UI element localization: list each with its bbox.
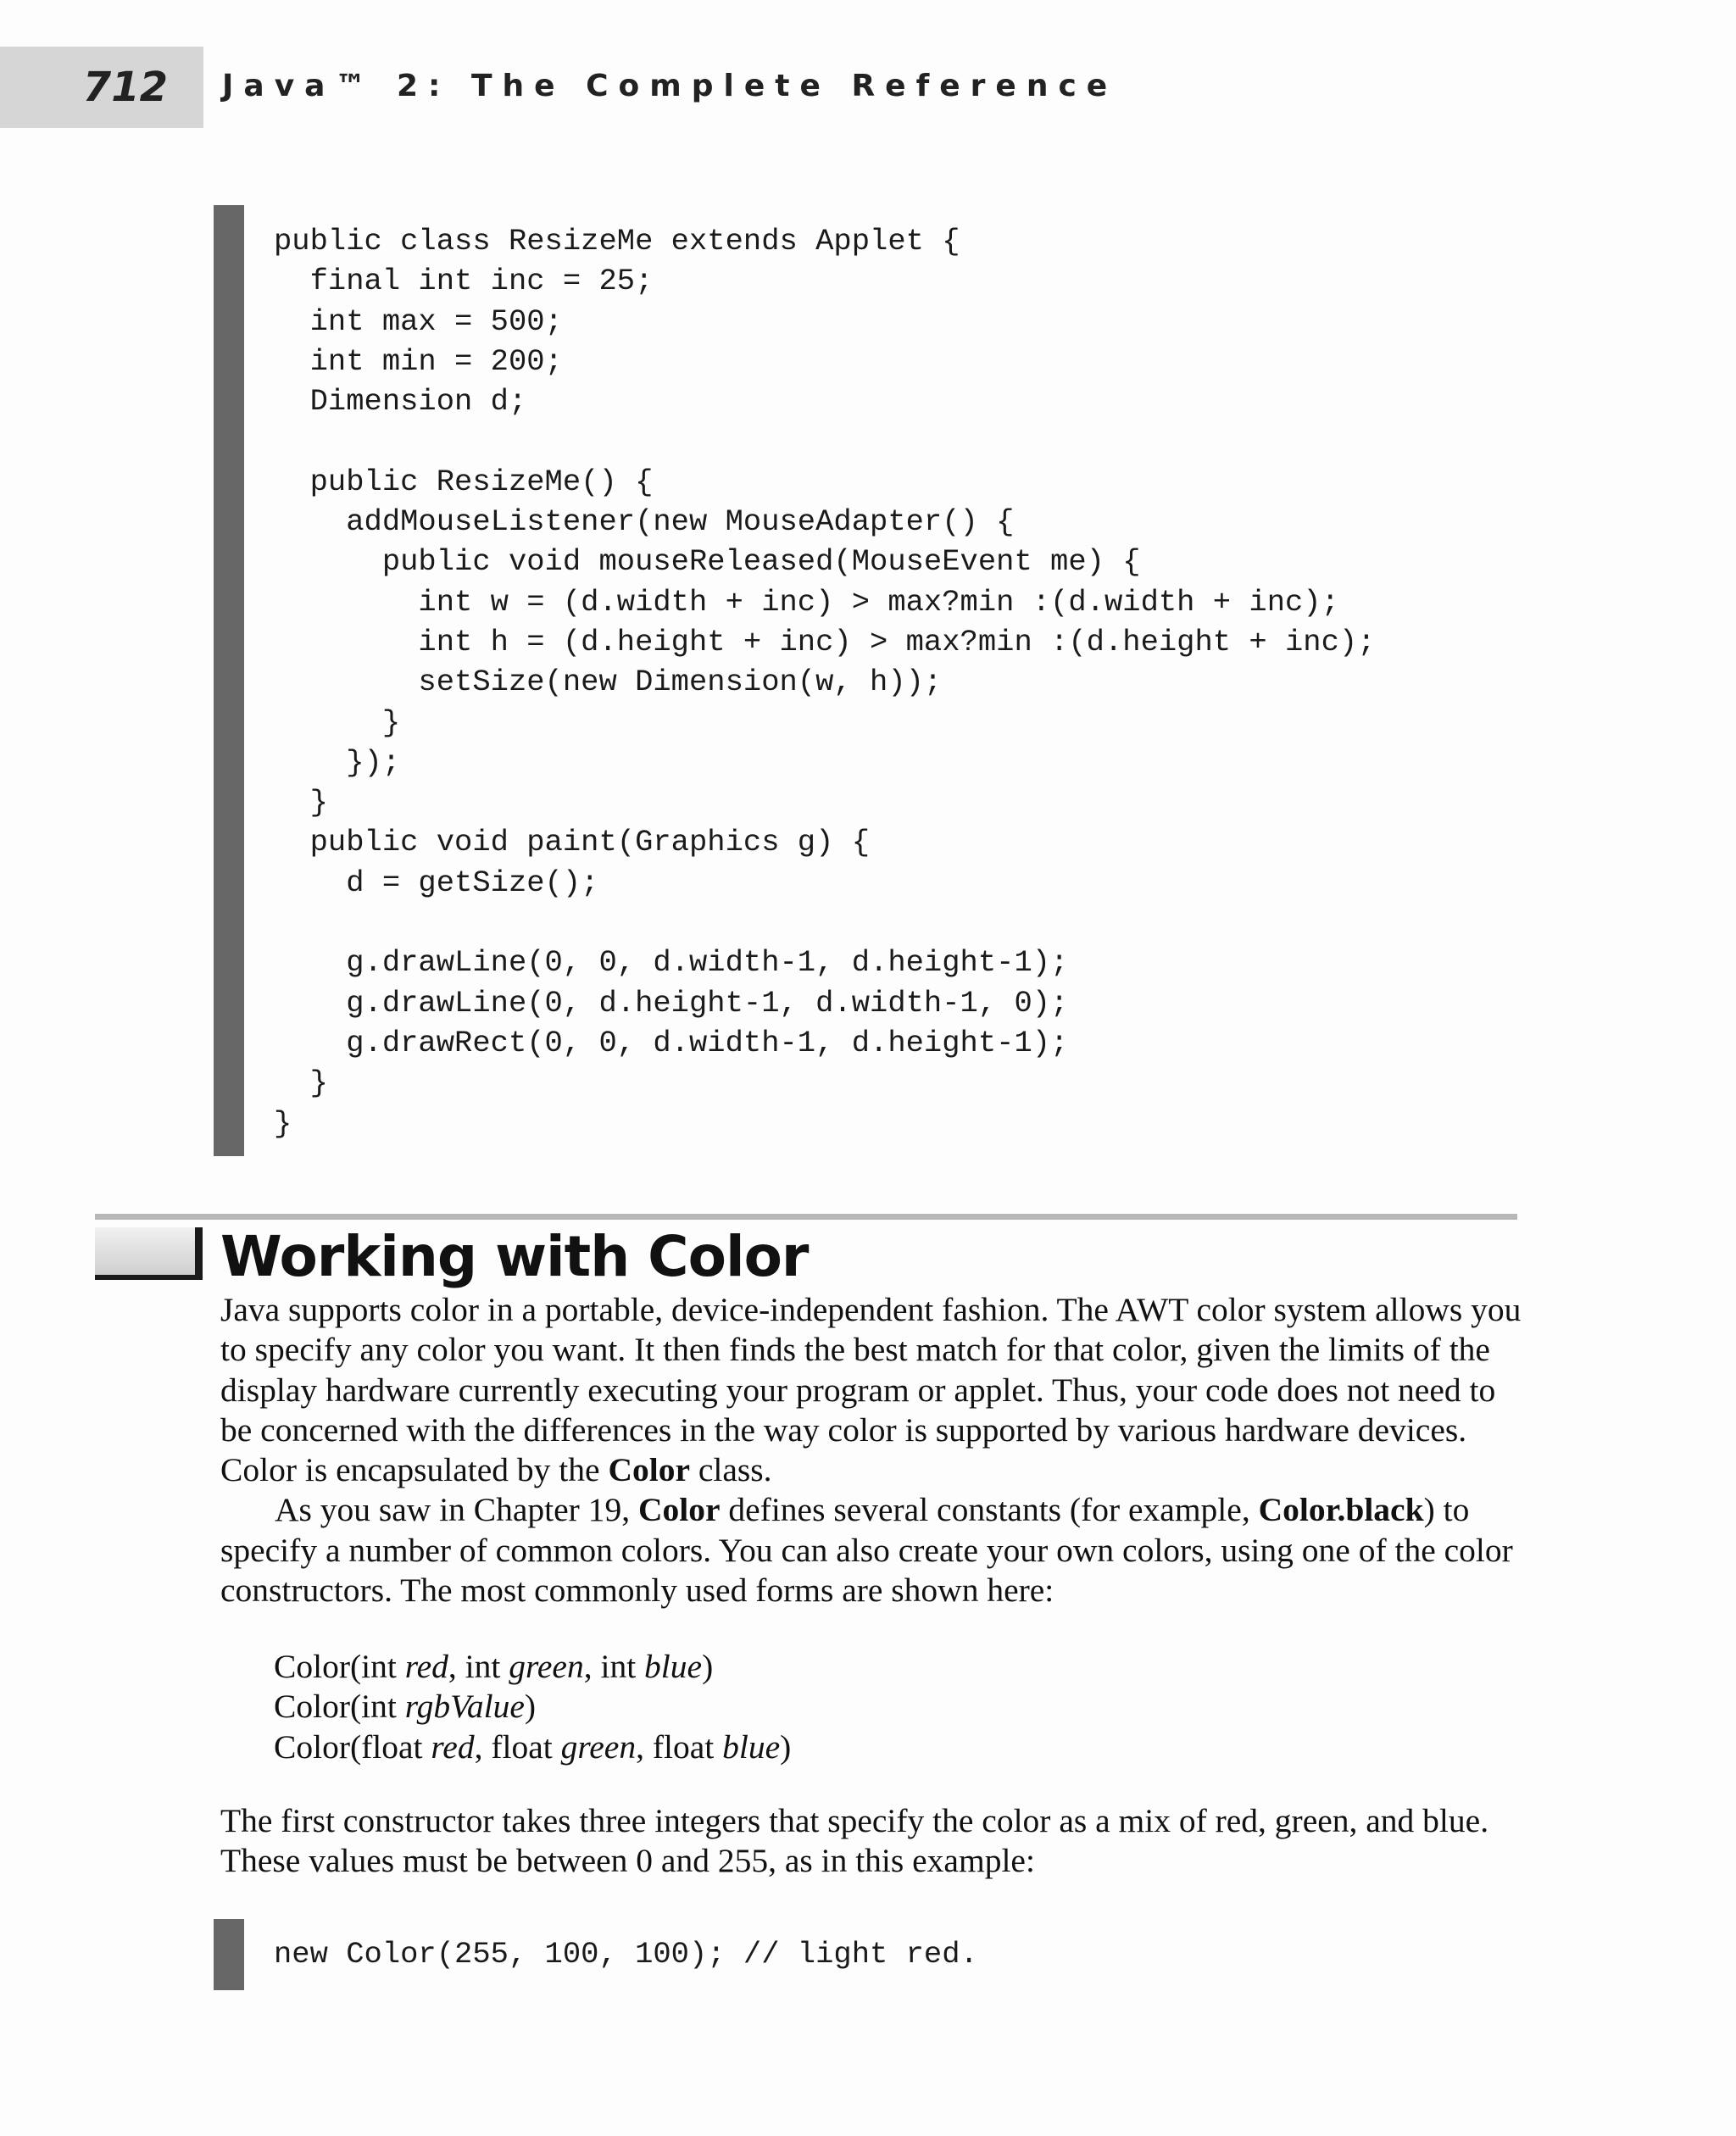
code-line: addMouseListener(new MouseAdapter() {: [274, 504, 1015, 540]
code-line: g.drawLine(0, d.height-1, d.width-1, 0);: [274, 985, 1069, 1021]
code-line: d = getSize();: [274, 865, 599, 900]
code-listing-resizeme: [274, 221, 1376, 1143]
section-heading-marker: [95, 1227, 203, 1280]
paragraph-intro: Java supports color in a portable, device-independent fashion. The AWT color system allows you to specify any color you want. It then finds the best match for that color, given the limits of the display hardware currently executing your program or applet. Thus, your code does not need to be concerned with the differences in the way color is supported by various hardware devices. Color is encapsulated by the Color class.: [220, 1291, 1522, 1489]
code-line: [274, 421, 1376, 461]
code-line: }: [274, 785, 328, 820]
code-line: public void paint(Graphics g) {: [274, 825, 871, 860]
code-block-bar: [214, 205, 244, 1156]
code-line: Dimension d;: [274, 384, 527, 420]
page-number: 712: [82, 64, 168, 111]
code-block-bar-2: [214, 1919, 244, 1990]
section-title: Working with Color: [220, 1224, 809, 1289]
constructor-int-rgbvalue: Color(int rgbValue): [274, 1688, 537, 1726]
code-line: int w = (d.width + inc) > max?min :(d.width + inc);: [274, 584, 1339, 620]
body-text: [220, 1290, 1526, 1610]
code-line: public void mouseReleased(MouseEvent me) {: [274, 544, 1141, 580]
paragraph-first-constructor: The first constructor takes three integers that specify the color as a mix of red, green, and blue. These values must be between 0 and 255, as in this example:: [220, 1802, 1489, 1880]
running-header-title: Java™ 2: The Complete Reference: [222, 69, 1118, 103]
code-line: int max = 500;: [274, 303, 563, 339]
code-line: int min = 200;: [274, 343, 563, 379]
section-rule: [95, 1214, 1517, 1220]
code-line: }: [274, 704, 401, 740]
code-line: g.drawRect(0, 0, d.width-1, d.height-1);: [274, 1025, 1069, 1060]
constructor-float-rgb: Color(float red, float green, float blue): [274, 1727, 792, 1766]
code-line: int h = (d.height + inc) > max?min :(d.height + inc);: [274, 624, 1376, 659]
code-line: }: [274, 1105, 292, 1141]
constructor-signatures: [274, 1647, 791, 1767]
code-example-light-red: new Color(255, 100, 100); // light red.: [274, 1937, 978, 1972]
code-line: }: [274, 1065, 328, 1101]
code-line: [274, 903, 1376, 943]
code-line: setSize(new Dimension(w, h));: [274, 665, 943, 700]
code-line: g.drawLine(0, 0, d.width-1, d.height-1);: [274, 945, 1069, 981]
body-text-2: [220, 1801, 1526, 1882]
code-line: });: [274, 744, 401, 780]
paragraph-constants: As you saw in Chapter 19, Color defines several constants (for example, Color.black) to specify a number of common colors. You can also create your own colors, using one of the color constructors. The most commonly used forms are shown here:: [220, 1491, 1513, 1610]
code-line: public ResizeMe() {: [274, 464, 654, 499]
code-line: public class ResizeMe extends Applet {: [274, 224, 960, 259]
color-class-name: Color: [608, 1451, 690, 1489]
code-line: final int inc = 25;: [274, 264, 654, 299]
constructor-int-rgb: Color(int red, int green, int blue): [274, 1648, 714, 1685]
